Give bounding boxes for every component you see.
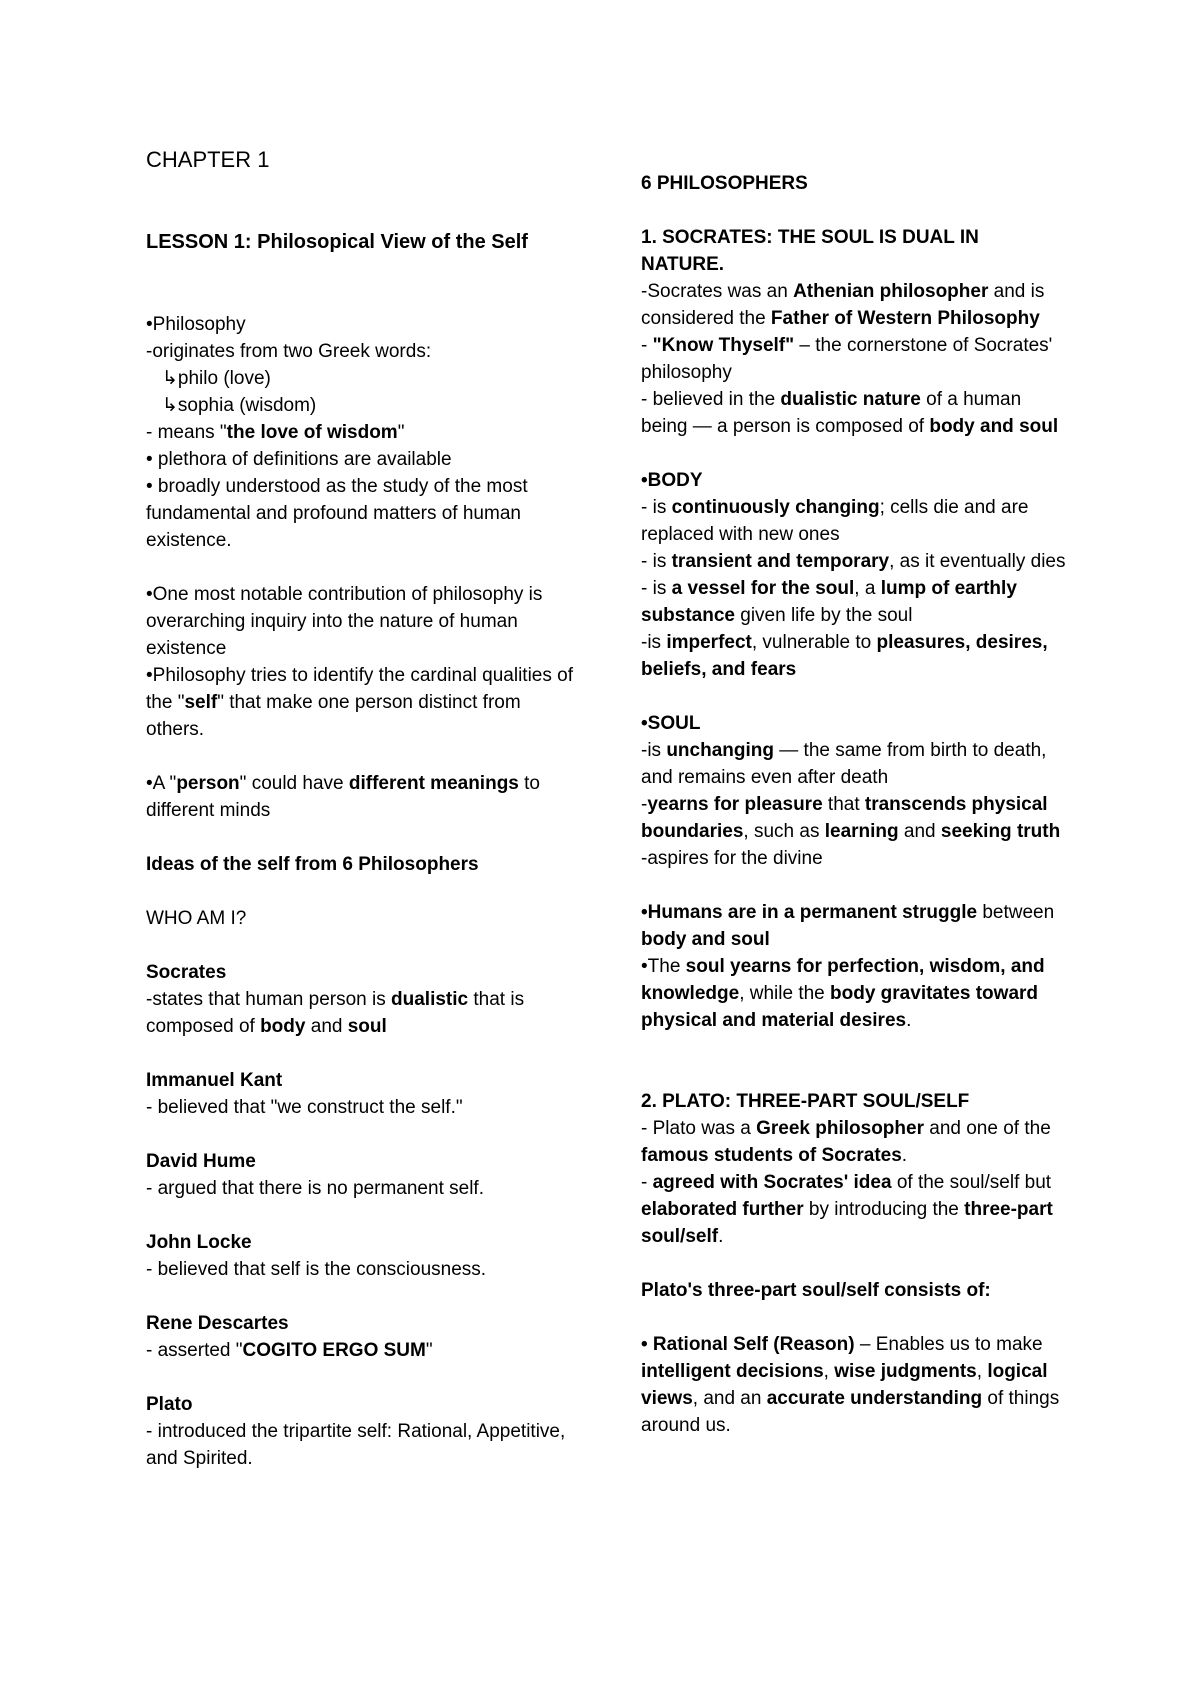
soul-heading: •SOUL [641, 713, 701, 734]
struggle-line: •Humans are in a permanent struggle between body and soul [641, 902, 1055, 950]
kant-name: Immanuel Kant [146, 1070, 283, 1091]
know-thyself: - "Know Thyself" – the cornerstone of Socrates' philosophy [641, 335, 1053, 383]
plato-text: - introduced the tripartite self: Rational, Appetitive, and Spirited. [146, 1421, 566, 1469]
plato-elaboration: - agreed with Socrates' idea of the soul/self but elaborated further by introducing the three-part soul/self. [641, 1172, 1053, 1247]
ideas-heading: Ideas of the self from 6 Philosophers [146, 854, 479, 875]
descartes-text: - asserted "COGITO ERGO SUM" [146, 1340, 433, 1361]
plato-section-title: 2. PLATO: THREE-PART SOUL/SELF [641, 1091, 970, 1112]
body-point-1: - is continuously changing; cells die and are replaced with new ones [641, 497, 1029, 545]
right-column [641, 170, 1066, 1439]
socrates-section-title: 1. SOCRATES: THE SOUL IS DUAL IN NATURE. [641, 227, 979, 275]
plato-name: Plato [146, 1394, 193, 1415]
means-line: - means "the love of wisdom" [146, 422, 405, 443]
hume-text: - argued that there is no permanent self. [146, 1178, 484, 1199]
body-point-2: - is transient and temporary, as it eventually dies [641, 551, 1066, 572]
kant-text: - believed that "we construct the self." [146, 1097, 463, 1118]
descartes-name: Rene Descartes [146, 1313, 289, 1334]
philosophy-heading: •Philosophy [146, 314, 246, 335]
socrates-name: Socrates [146, 962, 227, 983]
soul-yearns-line: •The soul yearns for perfection, wisdom, and knowledge, while the body gravitates toward physical and material desires. [641, 956, 1045, 1031]
socrates-text: -states that human person is dualistic that is composed of body and soul [146, 989, 525, 1037]
originates-line: -originates from two Greek words: [146, 341, 432, 362]
philo-line: ↳philo (love) [162, 368, 271, 389]
locke-text: - believed that self is the consciousness. [146, 1259, 487, 1280]
left-column [146, 146, 576, 1472]
philosophers-heading: 6 PHILOSOPHERS [641, 173, 808, 194]
soul-point-3: -aspires for the divine [641, 848, 823, 869]
plato-intro: - Plato was a Greek philosopher and one of the famous students of Socrates. [641, 1118, 1051, 1166]
who-am-i: WHO AM I? [146, 908, 247, 929]
plethora-line: • plethora of definitions are available [146, 449, 452, 470]
chapter-title: CHAPTER 1 [146, 147, 270, 172]
body-heading: •BODY [641, 470, 703, 491]
body-point-3: - is a vessel for the soul, a lump of earthly substance given life by the soul [641, 578, 1017, 626]
broadly-line: • broadly understood as the study of the most fundamental and profound matters of human existence. [146, 476, 528, 551]
body-point-4: -is imperfect, vulnerable to pleasures, desires, beliefs, and fears [641, 632, 1048, 680]
hume-name: David Hume [146, 1151, 256, 1172]
soul-point-2: -yearns for pleasure that transcends physical boundaries, such as learning and seeking truth [641, 794, 1061, 842]
identify-line: •Philosophy tries to identify the cardinal qualities of the "self" that make one person distinct from others. [146, 665, 573, 740]
lesson-title: LESSON 1: Philosopical View of the Self [146, 231, 528, 253]
locke-name: John Locke [146, 1232, 252, 1253]
soul-point-1: -is unchanging — the same from birth to death, and remains even after death [641, 740, 1047, 788]
person-line: •A "person" could have different meanings to different minds [146, 773, 540, 821]
contribution-line: •One most notable contribution of philosophy is overarching inquiry into the nature of human existence [146, 584, 543, 659]
socrates-intro: -Socrates was an Athenian philosopher and is considered the Father of Western Philosophy [641, 281, 1045, 329]
sophia-line: ↳sophia (wisdom) [162, 395, 317, 416]
dualistic-nature: - believed in the dualistic nature of a human being — a person is composed of body and soul [641, 389, 1059, 437]
rational-self: • Rational Self (Reason) – Enables us to make intelligent decisions, wise judgments, logical views, and an accurate understanding of things around us. [641, 1334, 1060, 1436]
plato-consists-heading: Plato's three-part soul/self consists of: [641, 1280, 991, 1301]
